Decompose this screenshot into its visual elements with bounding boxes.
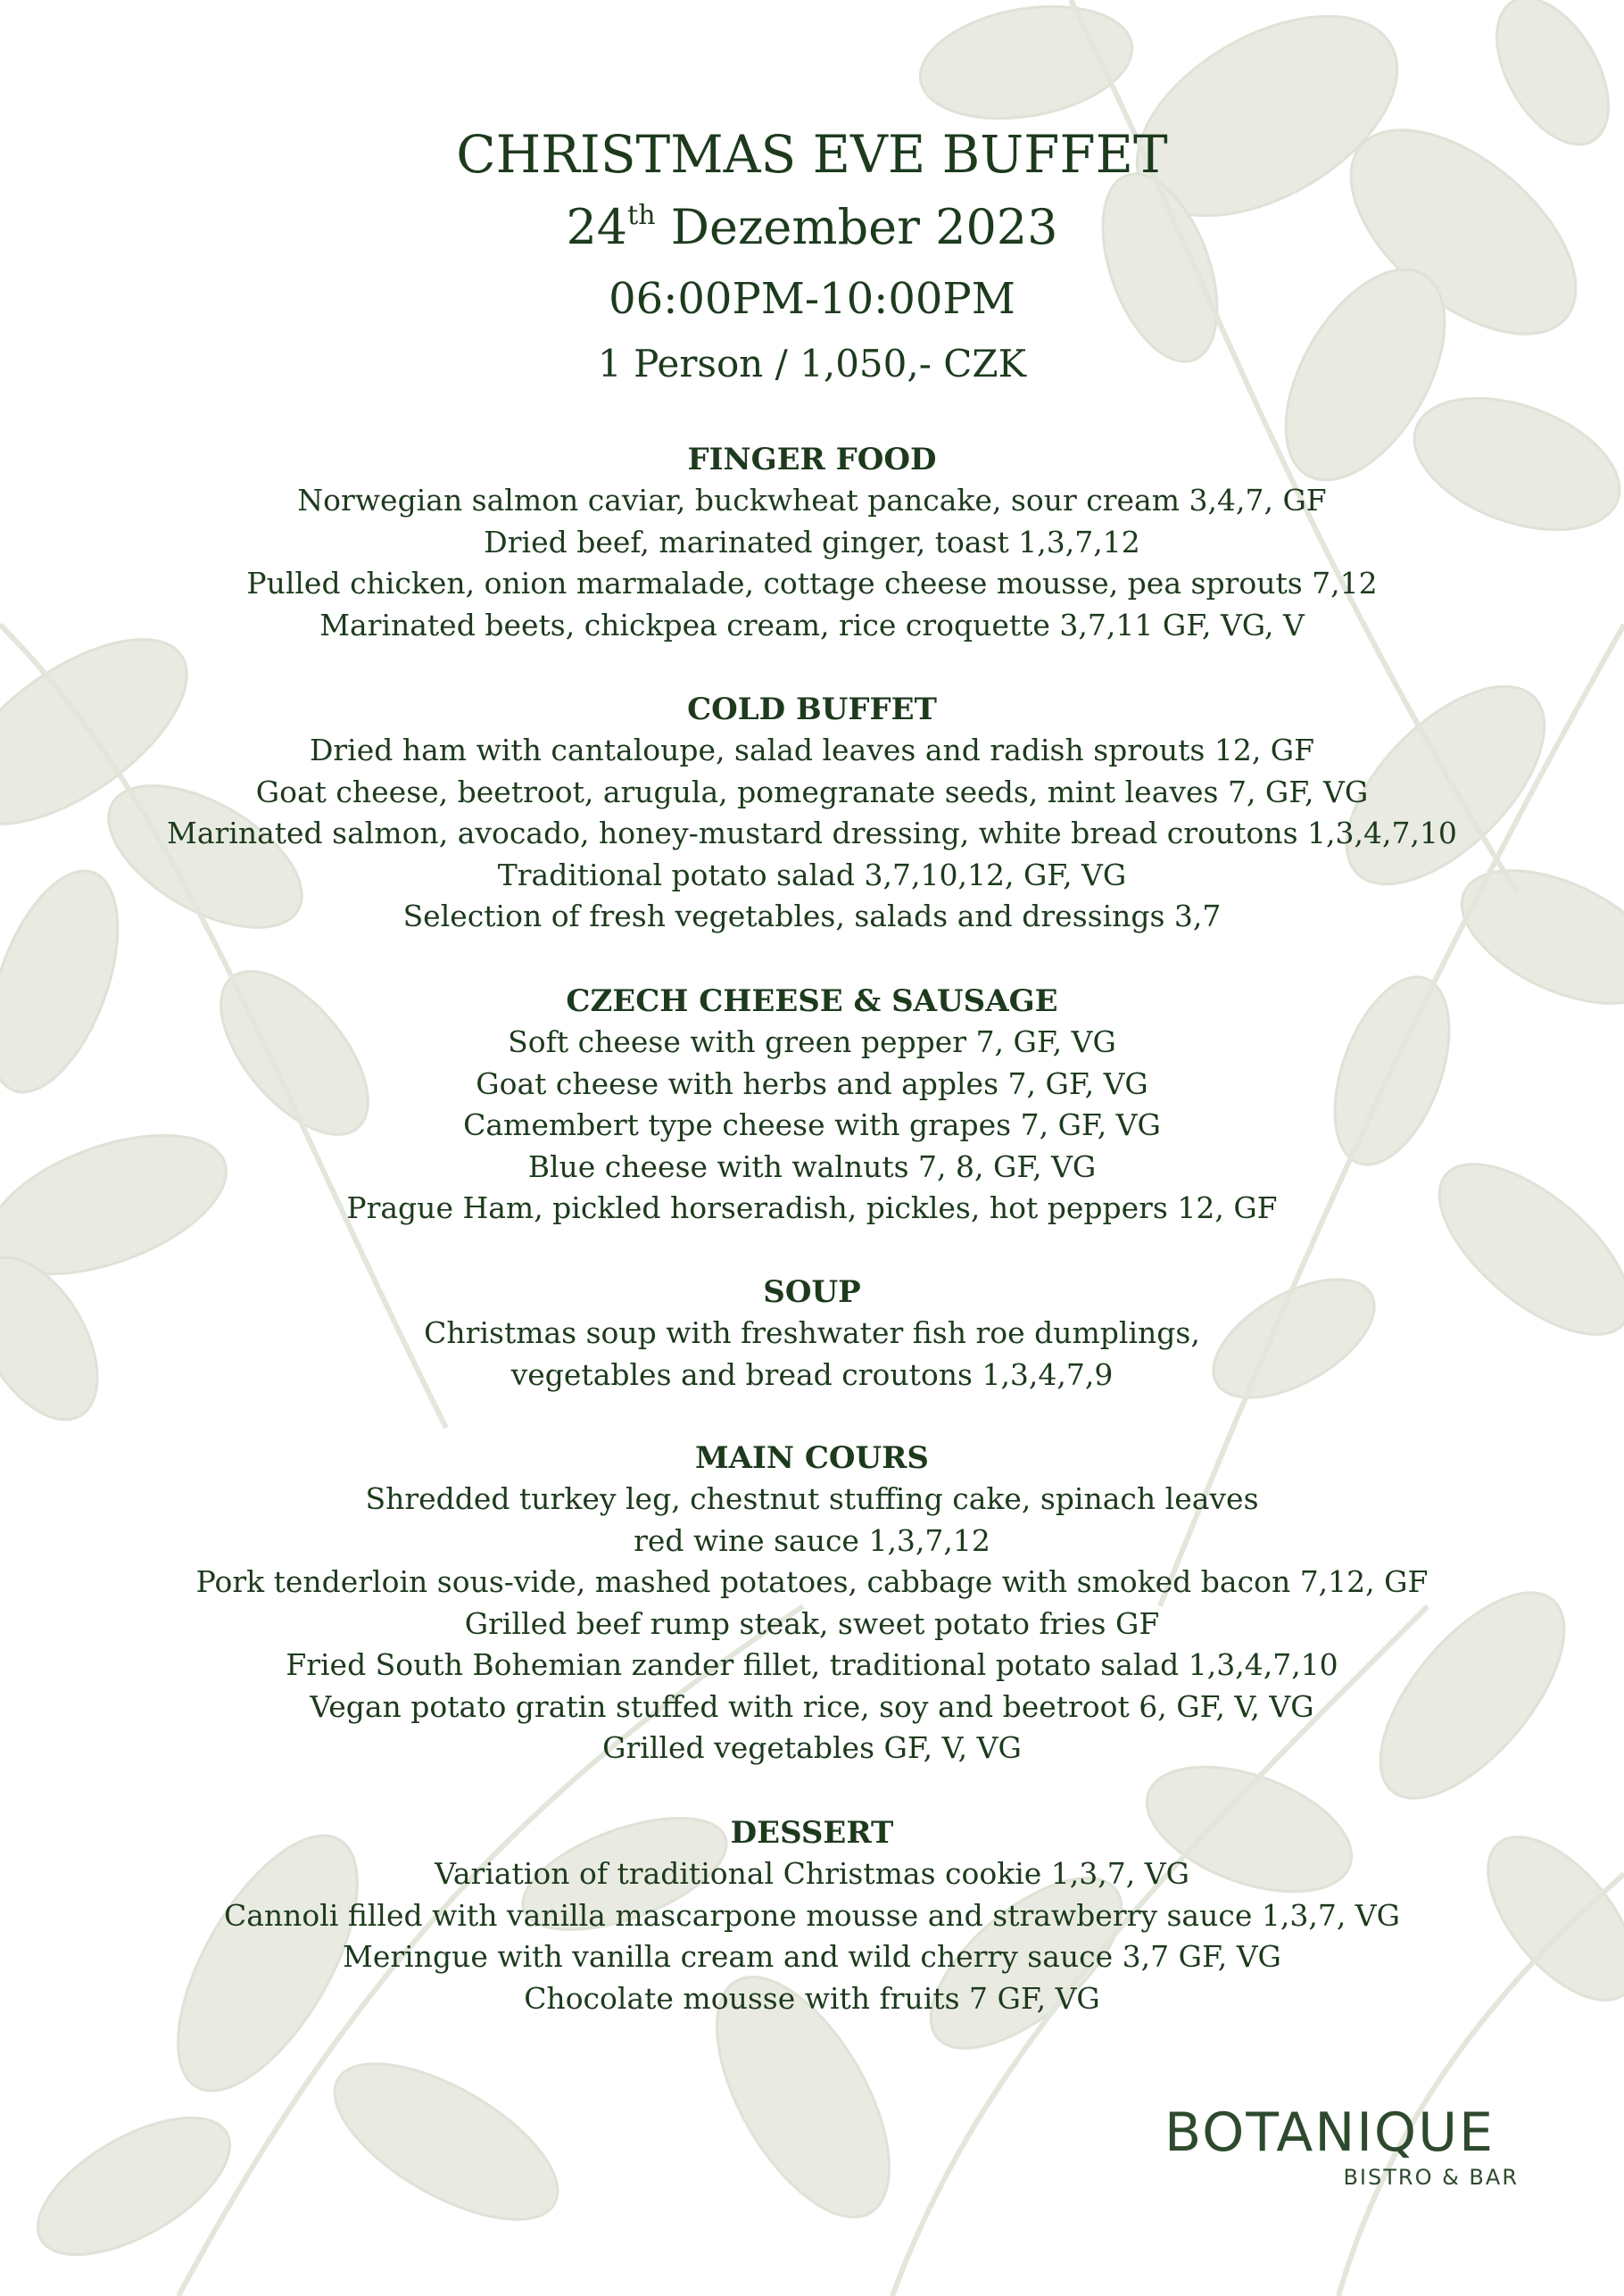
menu-item: Variation of traditional Christmas cookie 1,3,7, VG [435, 1856, 1189, 1891]
menu-item: Dried beef, marinated ginger, toast 1,3,7,12 [484, 524, 1140, 559]
section-heading: CZECH CHEESE & SAUSAGE [566, 983, 1058, 1019]
section-soup [0, 1272, 1624, 1396]
section-heading: SOUP [763, 1274, 861, 1310]
menu-item: Prague Ham, pickled horseradish, pickles, hot peppers 12, GF [346, 1190, 1278, 1225]
price: 1 Person / 1,050,- CZK [598, 342, 1026, 385]
menu-item: Christmas soup with freshwater fish roe dumplings, [424, 1315, 1200, 1350]
event-date [0, 198, 1624, 257]
menu-item: Goat cheese with herbs and apples 7, GF, VG [476, 1065, 1148, 1101]
section-heading: DESSERT [730, 1815, 894, 1851]
menu-item: Shredded turkey leg, chestnut stuffing cake, spinach leaves [365, 1481, 1259, 1516]
menu-item: Dried ham with cantaloupe, salad leaves and radish sprouts 12, GF [309, 733, 1315, 767]
date-day: 24 [566, 199, 628, 255]
page-title: CHRISTMAS EVE BUFFET [456, 124, 1168, 185]
logo-name: BOTANIQUE [1164, 2101, 1495, 2164]
menu-item: Chocolate mousse with fruits 7 GF, VG [524, 1980, 1100, 2016]
section-finger-food [0, 439, 1624, 646]
section-main-cours [0, 1438, 1624, 1770]
menu-item: Norwegian salmon caviar, buckwheat pancake, sour cream 3,4,7, GF [297, 483, 1327, 518]
section-heading: MAIN COURS [695, 1440, 929, 1476]
menu-item: Meringue with vanilla cream and wild cherry sauce 3,7 GF, VG [343, 1939, 1281, 1974]
event-time: 06:00PM-10:00PM [609, 274, 1015, 324]
menu-item: Cannoli filled with vanilla mascarpone mousse and strawberry sauce 1,3,7, VG [223, 1897, 1401, 1933]
menu-item: Pulled chicken, onion marmalade, cottage cheese mousse, pea sprouts 7,12 [246, 566, 1378, 601]
menu-item: Pork tenderloin sous-vide, mashed potatoes, cabbage with smoked bacon 7,12, GF [195, 1564, 1429, 1599]
menu-item: Blue cheese with walnuts 7, 8, GF, VG [527, 1148, 1097, 1184]
menu-item: Goat cheese, beetroot, arugula, pomegranate seeds, mint leaves 7, GF, VG [255, 774, 1369, 809]
menu-item: Traditional potato salad 3,7,10,12, GF, VG [497, 857, 1127, 892]
menu-item: vegetables and bread croutons 1,3,4,7,9 [510, 1356, 1114, 1392]
menu-item: Fried South Bohemian zander fillet, traditional potato salad 1,3,4,7,10 [286, 1647, 1338, 1682]
menu-item: Marinated salmon, avocado, honey-mustard dressing, white bread croutons 1,3,4,7,10 [167, 816, 1457, 850]
menu-item: Grilled vegetables GF, V, VG [602, 1730, 1022, 1765]
date-month-year: Dezember 2023 [655, 199, 1058, 255]
menu-item: red wine sauce 1,3,7,12 [634, 1522, 990, 1558]
menu-item: Marinated beets, chickpea cream, rice croquette 3,7,11 GF, VG, V [319, 607, 1305, 642]
menu-item: Selection of fresh vegetables, salads and dressings 3,7 [402, 899, 1222, 933]
logo-subtitle: BISTRO & BAR [1343, 2165, 1519, 2190]
section-heading: COLD BUFFET [687, 692, 937, 727]
section-heading: FINGER FOOD [687, 442, 937, 477]
date-suffix: th [627, 200, 656, 231]
botanique-logo [1115, 2101, 1544, 2191]
menu-item: Vegan potato gratin stuffed with rice, soy and beetroot 6, GF, V, VG [310, 1688, 1314, 1724]
section-dessert [0, 1812, 1624, 2019]
menu-item: Grilled beef rump steak, sweet potato fries GF [464, 1605, 1160, 1641]
menu-item: Camembert type cheese with grapes 7, GF, VG [463, 1107, 1161, 1142]
menu-item: Soft cheese with green pepper 7, GF, VG [508, 1024, 1116, 1059]
section-cold-buffet [0, 689, 1624, 938]
section-czech-cheese-sausage [0, 981, 1624, 1230]
